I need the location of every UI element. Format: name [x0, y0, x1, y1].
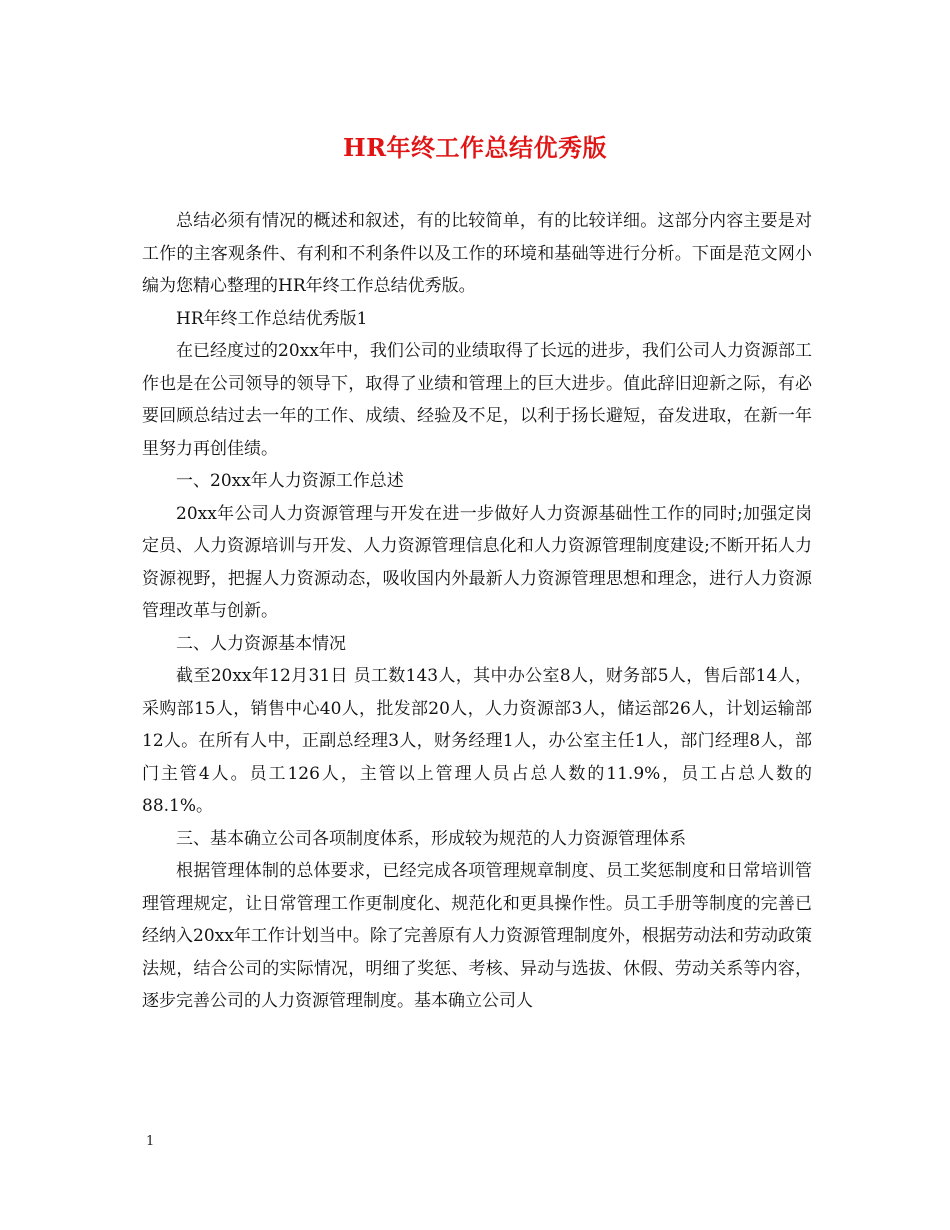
staff-paragraph: 截至20xx年12月31日 员工数143人，其中办公室8人，财务部5人，售后部14人，采购部15人，销售中心40人，批发部20人，人力资源部3人，储运部26人，计划运输部12人。在所有人中，正副总经理3人，财务经理1人，办公室主任1人，部门经理8人，部门主管4人。员工126人，主管以上管理人员占总人数的11.9%，员工占总人数的88.1%。 [142, 666, 812, 816]
system-paragraph: 根据管理体制的总体要求，已经完成各项管理规章制度、员工奖惩制度和日常培训管理管理规定，让日常管理工作更制度化、规范化和更具操作性。员工手册等制度的完善已经纳入20xx年工作计划当中。除了完善原有人力资源管理制度外，根据劳动法和劳动政策法规，结合公司的实际情况，明细了奖惩、考核、异动与选拔、休假、劳动关系等内容，逐步完善公司的人力资源管理制度。基本确立公司人 [142, 861, 812, 1011]
document-title: HR年终工作总结优秀版 [342, 133, 608, 162]
document-body [142, 205, 812, 1018]
section-heading-1: 一、20xx年人力资源工作总述 [176, 471, 404, 491]
section-heading-2: 二、人力资源基本情况 [176, 633, 346, 654]
section-heading-3: 三、基本确立公司各项制度体系，形成较为规范的人力资源管理体系 [176, 828, 686, 849]
section-heading-version-1: HR年终工作总结优秀版1 [176, 308, 368, 329]
opening-paragraph: 在已经度过的20xx年中，我们公司的业绩取得了长远的进步，我们公司人力资源部工作也是在公司领导的领导下，取得了业绩和管理上的巨大进步。值此辞旧迎新之际，有必要回顾总结过去一年的工作、成绩、经验及不足，以利于扬长避短，奋发进取，在新一年里努力再创佳绩。 [142, 341, 812, 459]
intro-paragraph: 总结必须有情况的概述和叙述，有的比较简单，有的比较详细。这部分内容主要是对工作的主客观条件、有利和不利条件以及工作的环境和基础等进行分析。下面是范文网小编为您精心整理的HR年终工作总结优秀版。 [142, 211, 812, 296]
overview-paragraph: 20xx年公司人力资源管理与开发在进一步做好人力资源基础性工作的同时;加强定岗定员、人力资源培训与开发、人力资源管理信息化和人力资源管理制度建设;不断开拓人力资源视野，把握人力资源动态，吸收国内外最新人力资源管理思想和理念，进行人力资源管理改革与创新。 [142, 503, 812, 621]
page-number: 1 [146, 1134, 155, 1149]
